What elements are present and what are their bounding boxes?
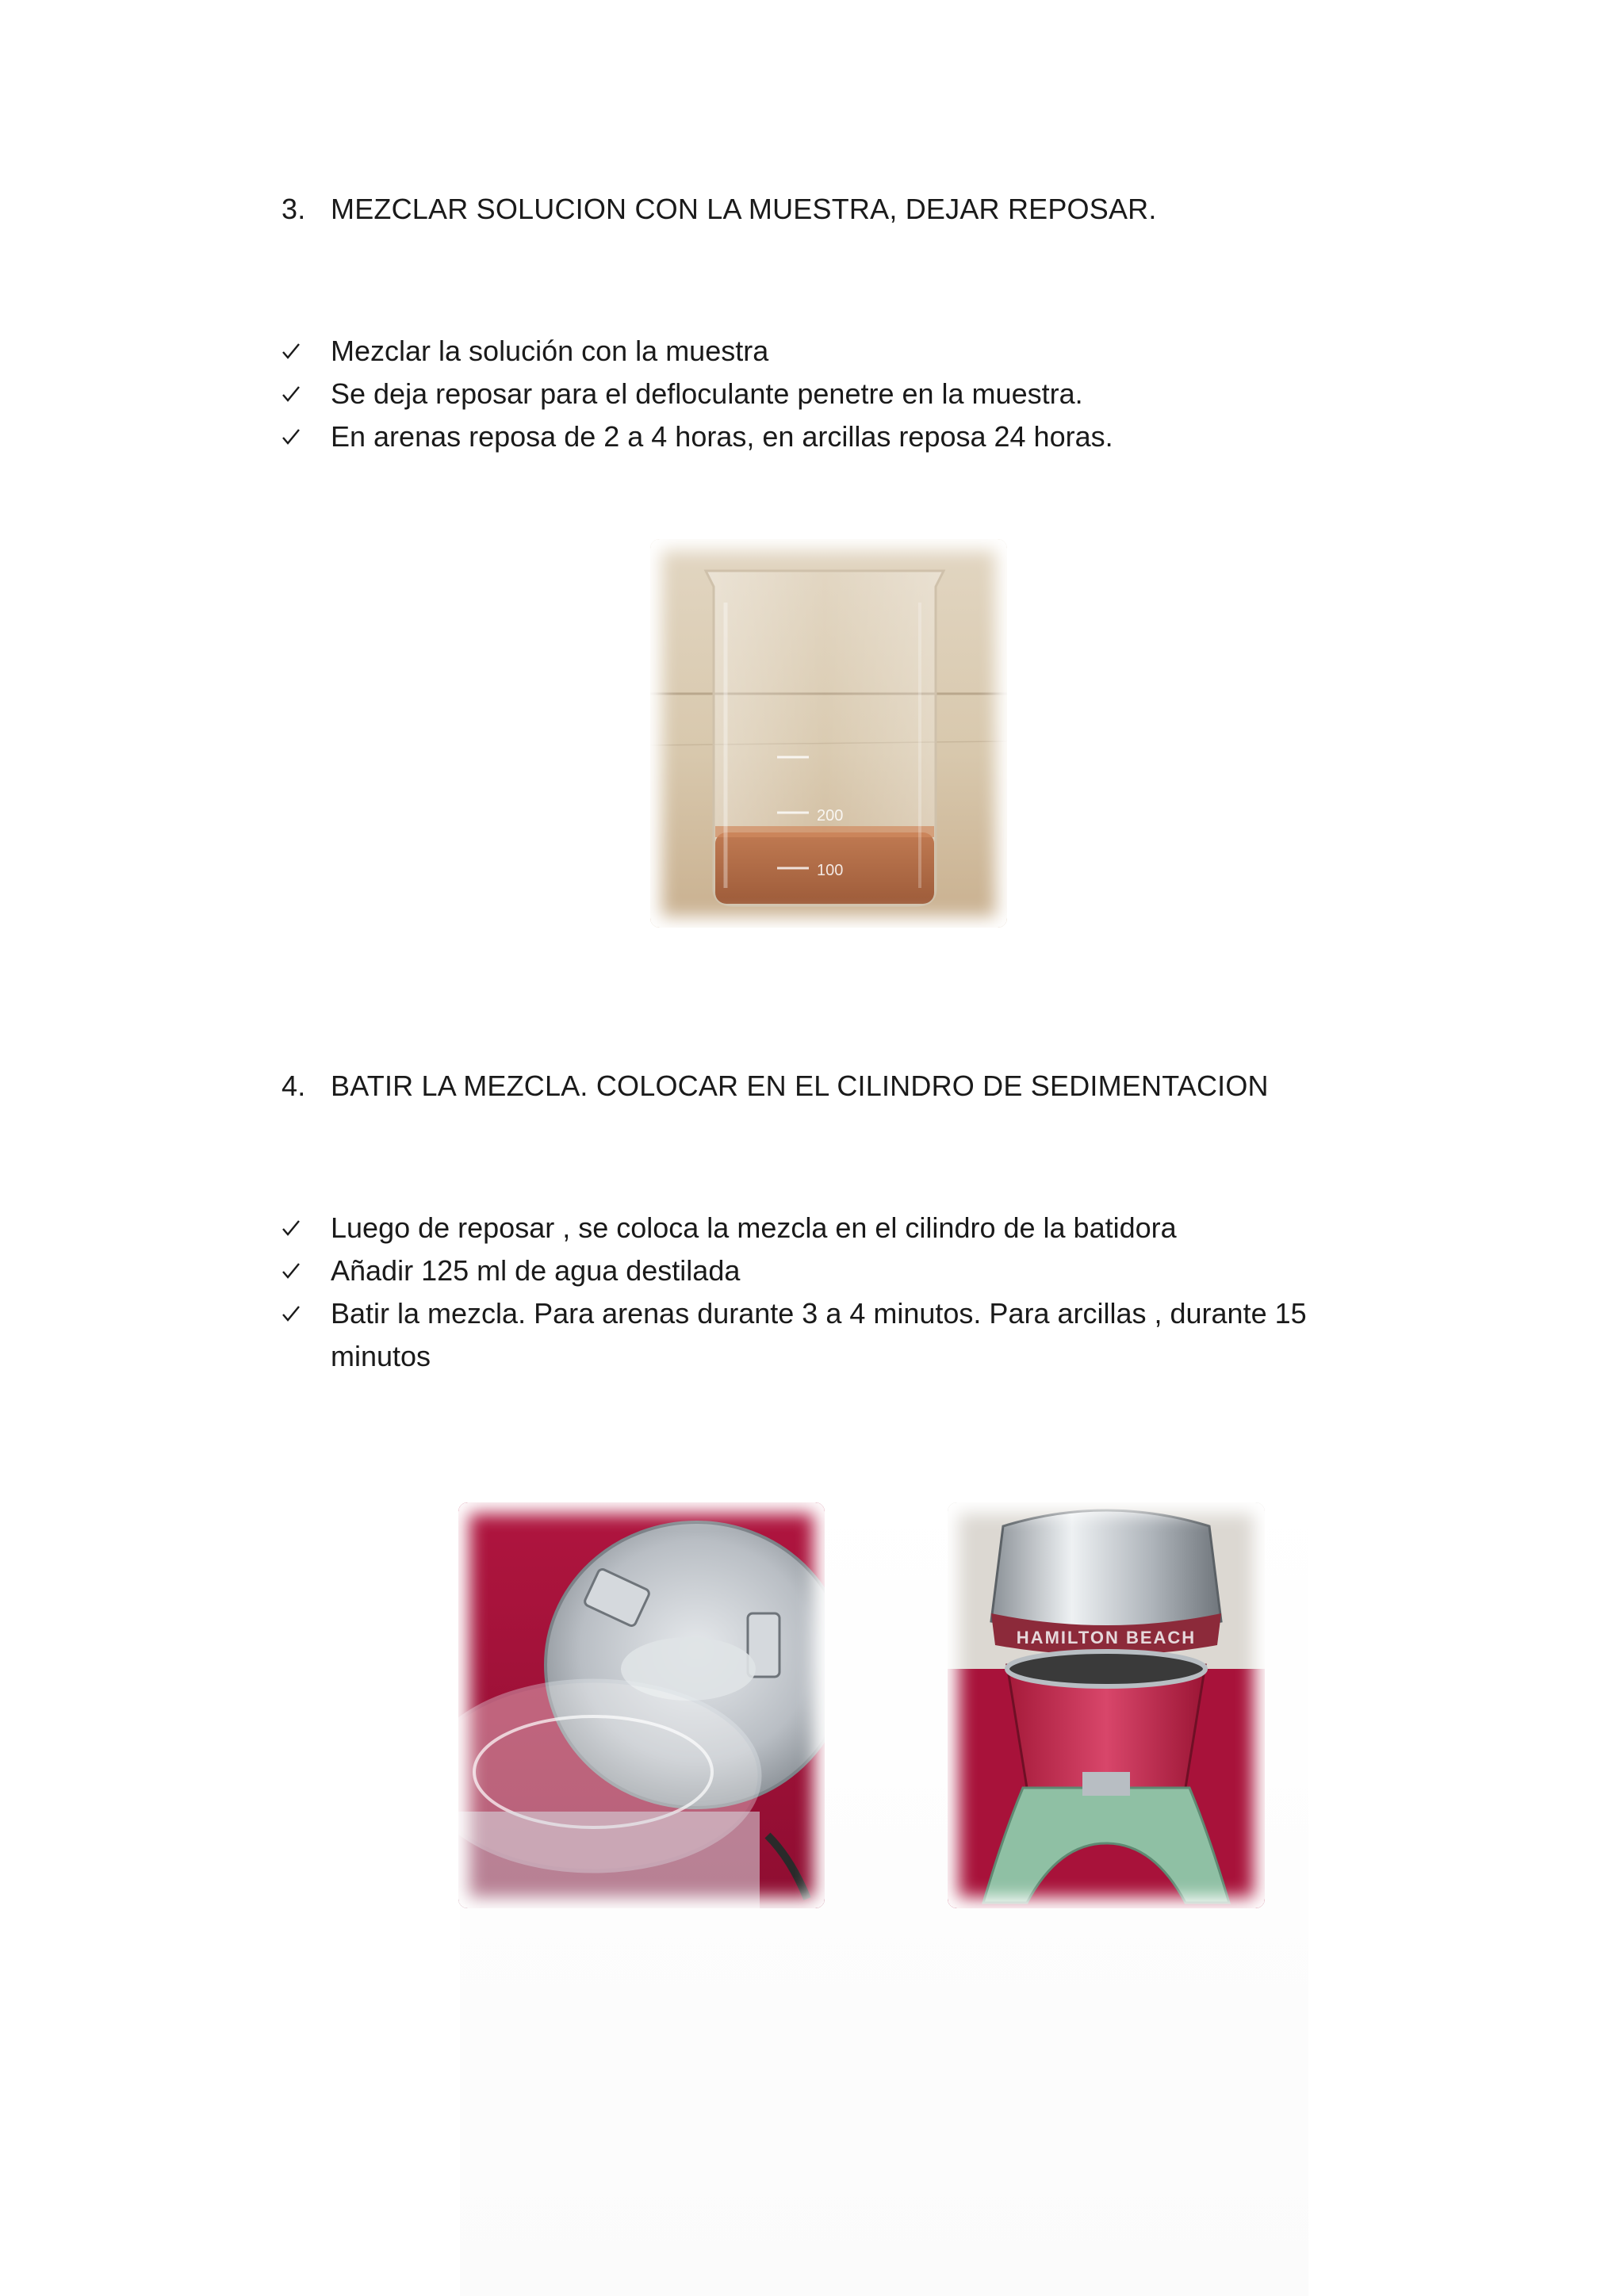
list-item: [282, 1249, 1393, 1292]
mixer-brand-label: HAMILTON BEACH: [1016, 1628, 1197, 1647]
check-icon: [282, 1249, 331, 1292]
list-item-text: Batir la mezcla. Para arenas durante 3 a 4 minutos. Para arcillas , durante 15 minutos: [331, 1297, 1307, 1372]
check-icon: [282, 330, 331, 373]
section-4-title: BATIR LA MEZCLA. COLOCAR EN EL CILINDRO DE SEDIMENTACION: [331, 1070, 1269, 1102]
section-3-heading: [282, 190, 1157, 228]
check-icon: [282, 1292, 331, 1335]
check-icon: [282, 415, 331, 458]
list-item: [282, 415, 1393, 458]
section-3-number: 3.: [282, 193, 306, 225]
mixer-cup-photo: [458, 1502, 825, 1908]
check-icon: [282, 1207, 331, 1249]
list-item-text: Añadir 125 ml de agua destilada: [331, 1254, 741, 1287]
list-item-text: Se deja reposar para el defloculante penetre en la muestra.: [331, 377, 1083, 410]
section-4-checklist: [282, 1207, 1393, 1378]
section-3-title: MEZCLAR SOLUCION CON LA MUESTRA, DEJAR REPOSAR.: [331, 193, 1157, 225]
section-3-checklist: [282, 330, 1393, 458]
list-item: [282, 330, 1393, 373]
list-item: [282, 373, 1393, 415]
list-item-text: En arenas reposa de 2 a 4 horas, en arcillas reposa 24 horas.: [331, 420, 1113, 453]
beaker-mark-200: 200: [817, 807, 844, 825]
beaker-photo: [650, 539, 1007, 928]
section-4-heading: [282, 1067, 1269, 1105]
section-4-number: 4.: [282, 1070, 306, 1102]
beaker-mark-100: 100: [817, 862, 844, 879]
list-item: [282, 1207, 1393, 1249]
mixer-photo: [948, 1502, 1265, 1908]
list-item-text: Mezclar la solución con la muestra: [331, 335, 769, 367]
list-item: [282, 1292, 1393, 1378]
check-icon: [282, 373, 331, 415]
list-item-text: Luego de reposar , se coloca la mezcla en el cilindro de la batidora: [331, 1211, 1177, 1244]
